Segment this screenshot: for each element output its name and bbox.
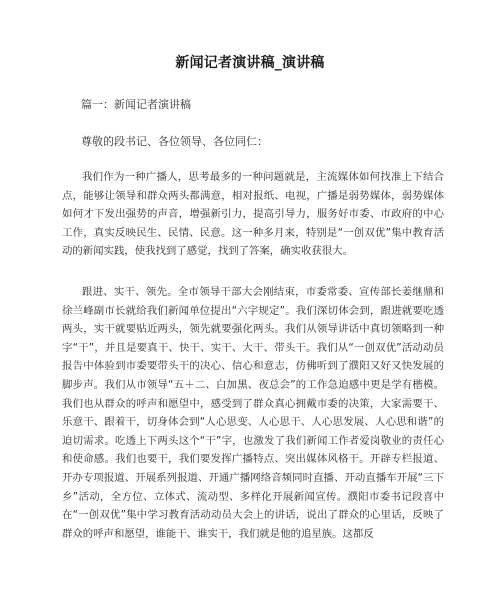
body-paragraph-2: 跟进、实干、领先。全市领导干部大会刚结束，市委常委、宣传部长姜继鼎和徐兰峰副市长就给我们新闻单位提出“六字规定”。我们深切体会到，跟进就要吃透两头，实干就要贴近两头，领先就要强化两头。我们从领导讲话中真切领略到一种字“干”，并且是要真干、快干、实干、大干、带头干。我们从“一创双优”活动动员报告中体验到市委要带头干的决心、信心和意志，仿佛听到了濮阳又好又快发展的脚步声。我们从市领导“五＋二、白加黑、夜总会”的工作急迫感中更是学有楷模。我们也从群众的呼声和愿望中，感受到了群众真心拥戴市委的决策，大家需要干、乐意干、跟着干，切身体会到“人心思变、人心思干、人心思发展、人心思和谐”的迫切需求。吃透上下两头这个“干”字，也激发了我们新闻工作者爱岗敬业的责任心和使命感。我们也要干，我们要发挥广播特点、突出媒体风格干。开辟专栏报道、开办专项报道、开展系列报道、开通广播网络音频同时直播、开动直播车开展“三下乡”活动，全方位、立体式、流动型、多样化开展新闻宣传。濮阳市委书记段喜中在“一创双优”集中学习教育活动动员大会上的讲话，说出了群众的心里话，反映了群众的呼声和愿望，谁能干、谁实干，我们就是他的追星族。这都反 xyxy=(62,286,444,540)
section-heading: 篇一：新闻记者演讲稿 xyxy=(81,98,191,111)
body-paragraph-1: 我们作为一种广播人，思考最多的一种问题就是，主流媒体如何找准上下结合点，能够让领导和群众两头都满意，相对报纸、电视，广播是弱势媒体，弱势媒体如何才下发出强势的声音，增强新引力，提高引导力，服务好市委、市政府的中心工作，真实反映民生、民情、民意。这一种多月来，特别是“一创双优”集中教育活动的新闻实践，使我找到了感觉，找到了答案，确实收获很大。 xyxy=(62,171,444,258)
document-title: 新闻记者演讲稿_演讲稿 xyxy=(175,55,325,71)
salutation-line: 尊敬的段书记、各位领导、各位同仁： xyxy=(81,135,268,148)
